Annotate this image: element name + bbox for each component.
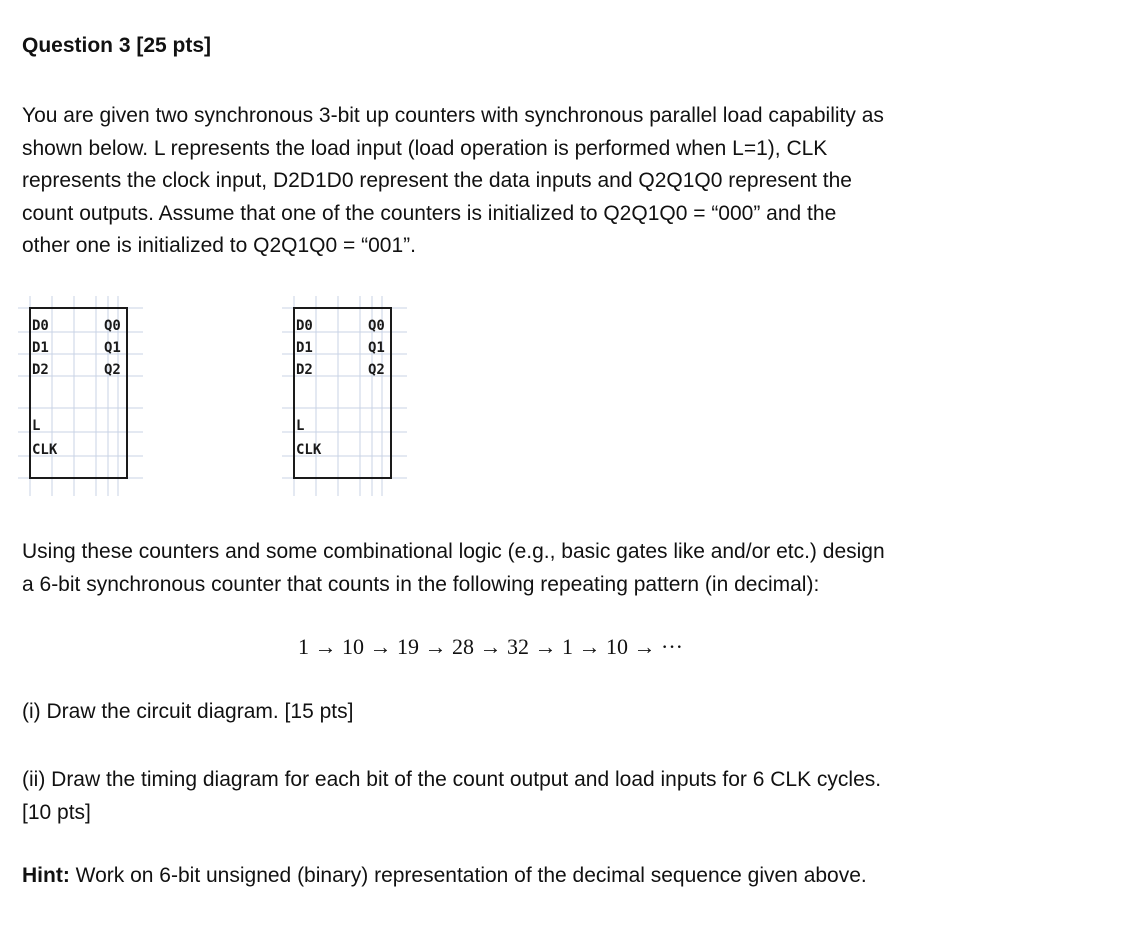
pin-clk: CLK	[296, 442, 322, 458]
pin-q2: Q2	[104, 362, 121, 378]
pin-q0: Q0	[104, 318, 121, 334]
intro-line: represents the clock input, D2D1D0 represent the data inputs and Q2Q1Q0 represent the	[22, 169, 852, 192]
part-ii-line: [10 pts]	[22, 800, 91, 824]
intro-line: other one is initialized to Q2Q1Q0 = “001”.	[22, 234, 416, 257]
part-i: (i) Draw the circuit diagram. [15 pts]	[22, 700, 354, 723]
part-ii	[22, 764, 881, 829]
task-line: Using these counters and some combinational logic (e.g., basic gates like and/or etc.) design	[22, 540, 885, 563]
part-ii-line: (ii) Draw the timing diagram for each bit of the count output and load inputs for 6 CLK cycles.	[22, 768, 882, 791]
pin-q2: Q2	[368, 362, 385, 378]
hint-text: Work on 6-bit unsigned (binary) representation of the decimal sequence given above.	[69, 864, 867, 887]
pin-q0: Q0	[368, 318, 385, 334]
intro-line: count outputs. Assume that one of the counters is initialized to Q2Q1Q0 = “000” and the	[22, 201, 837, 225]
pin-d0: D0	[32, 318, 49, 334]
counter-diagram-2	[282, 296, 407, 496]
pin-d2: D2	[296, 362, 313, 378]
pin-q1: Q1	[104, 340, 121, 356]
pin-d1: D1	[32, 340, 49, 356]
pin-load: L	[32, 418, 41, 434]
question-title: Question 3 [25 pts]	[22, 34, 212, 57]
pin-d0: D0	[296, 318, 313, 334]
pin-load: L	[296, 418, 305, 434]
intro-line: shown below. L represents the load input (load operation is performed when L=1), CLK	[22, 136, 828, 160]
hint-label: Hint:	[22, 864, 70, 887]
counter-diagram-1	[18, 296, 143, 496]
pin-clk: CLK	[32, 442, 58, 458]
count-sequence: 1 → 10 → 19 → 28 → 32 → 1 → 10 → ···	[298, 634, 683, 659]
counter-1-svg	[18, 296, 143, 496]
task-paragraph	[22, 536, 1082, 601]
task-line: a 6-bit synchronous counter that counts in the following repeating pattern (in decimal):	[22, 572, 820, 596]
intro-line: You are given two synchronous 3-bit up counters with synchronous parallel load capability as	[22, 104, 884, 127]
pin-d1: D1	[296, 340, 313, 356]
pin-q1: Q1	[368, 340, 385, 356]
intro-paragraph	[22, 100, 1082, 263]
pin-d2: D2	[32, 362, 49, 378]
hint	[22, 864, 867, 888]
counter-2-svg	[282, 296, 407, 496]
